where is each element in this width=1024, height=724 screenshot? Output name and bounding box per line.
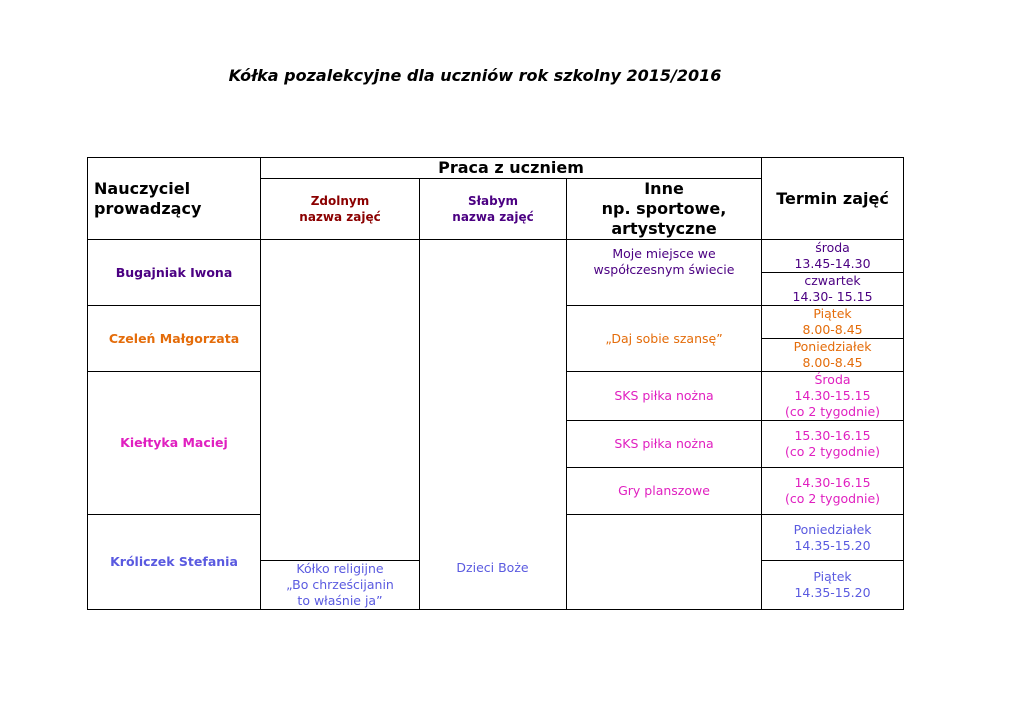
other-header: Inne np. sportowe, artystyczne — [567, 179, 762, 240]
weak-empty-cell — [420, 240, 567, 610]
term-cell: Poniedziałek 14.35-15.20 — [762, 515, 904, 561]
work-with-students-header: Praca z uczniem — [261, 158, 762, 179]
teacher-header: Nauczyciel prowadzący — [88, 158, 261, 240]
term-cell: czwartek 14.30- 15.15 — [762, 273, 904, 306]
gifted-cell: Kółko religijne „Bo chrześcijanin to właśnie ja” — [261, 561, 420, 610]
term-cell: Środa 14.30-15.15 (co 2 tygodnie) — [762, 372, 904, 421]
term-cell: środa 13.45-14.30 — [762, 240, 904, 273]
table-row — [88, 240, 904, 273]
other-cell: Moje miejsce we współczesnym świecie — [567, 240, 762, 306]
weak-cell-label: Dzieci Boże — [456, 560, 529, 575]
term-cell: 15.30-16.15 (co 2 tygodnie) — [762, 421, 904, 468]
teacher-cell: Kiełtyka Maciej — [88, 372, 261, 515]
term-cell: Poniedziałek 8.00-8.45 — [762, 339, 904, 372]
clubs-table — [87, 157, 904, 610]
other-empty-cell — [567, 515, 762, 610]
weak-header: Słabym nazwa zajęć — [420, 179, 567, 240]
term-cell: Piątek 14.35-15.20 — [762, 561, 904, 610]
teacher-cell: Króliczek Stefania — [88, 515, 261, 610]
teacher-cell: Czeleń Małgorzata — [88, 306, 261, 372]
term-cell: Piątek 8.00-8.45 — [762, 306, 904, 339]
other-cell: SKS piłka nożna — [567, 421, 762, 468]
other-cell: Gry planszowe — [567, 468, 762, 515]
page-title: Kółka pozalekcyjne dla uczniów rok szkolny 2015/2016 — [228, 66, 722, 85]
other-cell: „Daj sobie szansę” — [567, 306, 762, 372]
gifted-header: Zdolnym nazwa zajęć — [261, 179, 420, 240]
header-row — [88, 158, 904, 179]
gifted-empty-cell — [261, 240, 420, 561]
teacher-cell: Bugajniak Iwona — [88, 240, 261, 306]
other-cell: SKS piłka nożna — [567, 372, 762, 421]
schedule-header: Termin zajęć — [762, 158, 904, 240]
term-cell: 14.30-16.15 (co 2 tygodnie) — [762, 468, 904, 515]
